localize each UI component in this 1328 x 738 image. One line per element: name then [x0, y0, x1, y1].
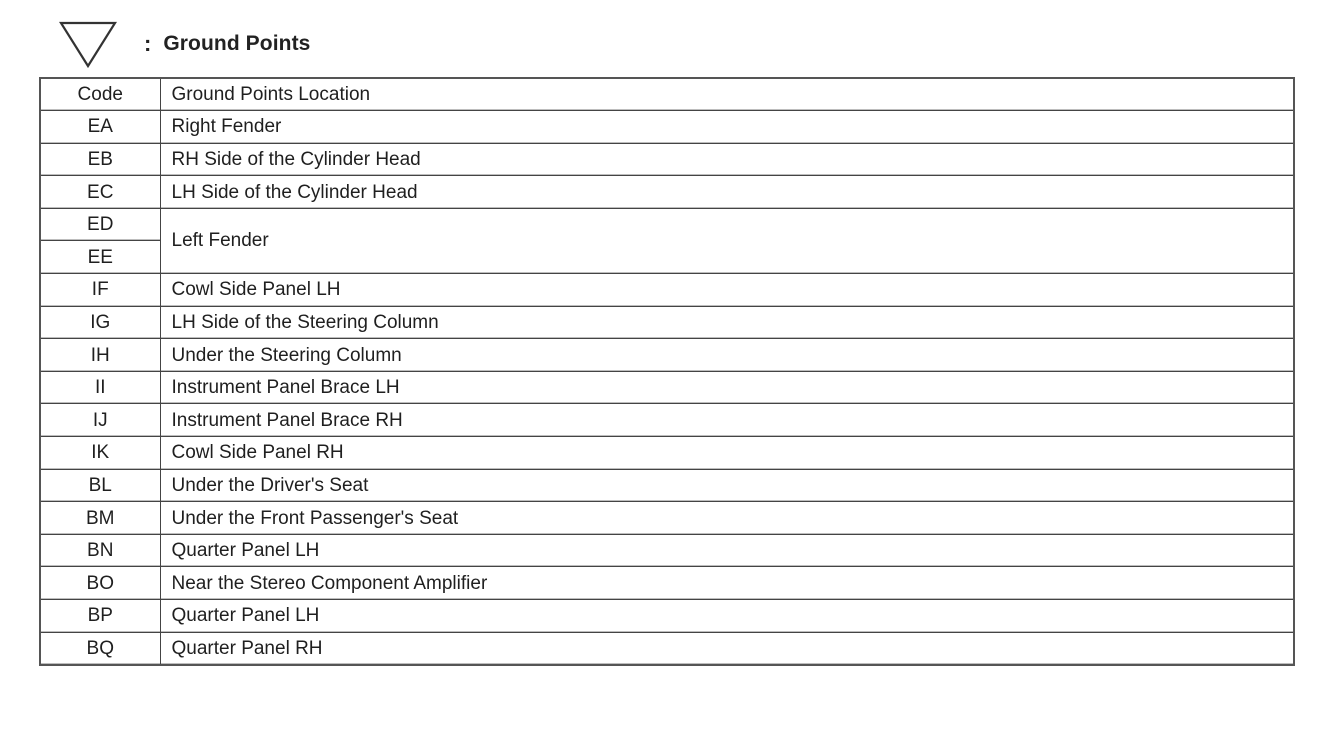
location-cell: Cowl Side Panel RH: [160, 437, 1294, 470]
column-header-location: Ground Points Location: [160, 78, 1294, 111]
code-cell: BO: [40, 567, 160, 600]
location-cell: Right Fender: [160, 111, 1294, 144]
code-cell: EB: [40, 143, 160, 176]
table-row: [40, 534, 1294, 567]
column-header-code: Code: [40, 78, 160, 111]
location-cell: Left Fender: [160, 208, 1294, 273]
table-row: [40, 274, 1294, 307]
table-row: [40, 339, 1294, 372]
table-row: [40, 404, 1294, 437]
down-triangle-icon: [58, 19, 118, 69]
location-cell: Cowl Side Panel LH: [160, 274, 1294, 307]
code-cell: II: [40, 371, 160, 404]
location-cell: Instrument Panel Brace RH: [160, 404, 1294, 437]
table-row: [40, 632, 1294, 665]
code-cell: IK: [40, 437, 160, 470]
location-cell: RH Side of the Cylinder Head: [160, 143, 1294, 176]
location-cell: Near the Stereo Component Amplifier: [160, 567, 1294, 600]
table-row: [40, 437, 1294, 470]
code-cell: IH: [40, 339, 160, 372]
table-row: [40, 111, 1294, 144]
code-cell: IJ: [40, 404, 160, 437]
legend-colon: :: [144, 31, 152, 56]
location-cell: Quarter Panel RH: [160, 632, 1294, 665]
location-cell: Under the Steering Column: [160, 339, 1294, 372]
table-row: [40, 306, 1294, 339]
code-cell: EE: [40, 241, 160, 274]
table-row: [40, 502, 1294, 535]
table-row: [40, 208, 1294, 241]
table-row: [40, 371, 1294, 404]
location-cell: Under the Driver's Seat: [160, 469, 1294, 502]
location-cell: LH Side of the Cylinder Head: [160, 176, 1294, 209]
code-cell: BN: [40, 534, 160, 567]
ground-points-legend: [58, 18, 310, 70]
table-row: [40, 143, 1294, 176]
code-cell: EC: [40, 176, 160, 209]
location-cell: Quarter Panel LH: [160, 534, 1294, 567]
location-cell: Under the Front Passenger's Seat: [160, 502, 1294, 535]
location-cell: Quarter Panel LH: [160, 600, 1294, 633]
table-row: [40, 567, 1294, 600]
code-cell: BL: [40, 469, 160, 502]
code-cell: BM: [40, 502, 160, 535]
legend-title: Ground Points: [163, 32, 311, 55]
code-cell: ED: [40, 208, 160, 241]
code-cell: IG: [40, 306, 160, 339]
table-row: [40, 600, 1294, 633]
code-cell: IF: [40, 274, 160, 307]
table-header-row: [40, 78, 1294, 111]
location-cell: Instrument Panel Brace LH: [160, 371, 1294, 404]
table-row: [40, 469, 1294, 502]
code-cell: BP: [40, 600, 160, 633]
ground-points-table: [39, 77, 1295, 666]
code-cell: EA: [40, 111, 160, 144]
location-cell: LH Side of the Steering Column: [160, 306, 1294, 339]
table-row: [40, 176, 1294, 209]
code-cell: BQ: [40, 632, 160, 665]
